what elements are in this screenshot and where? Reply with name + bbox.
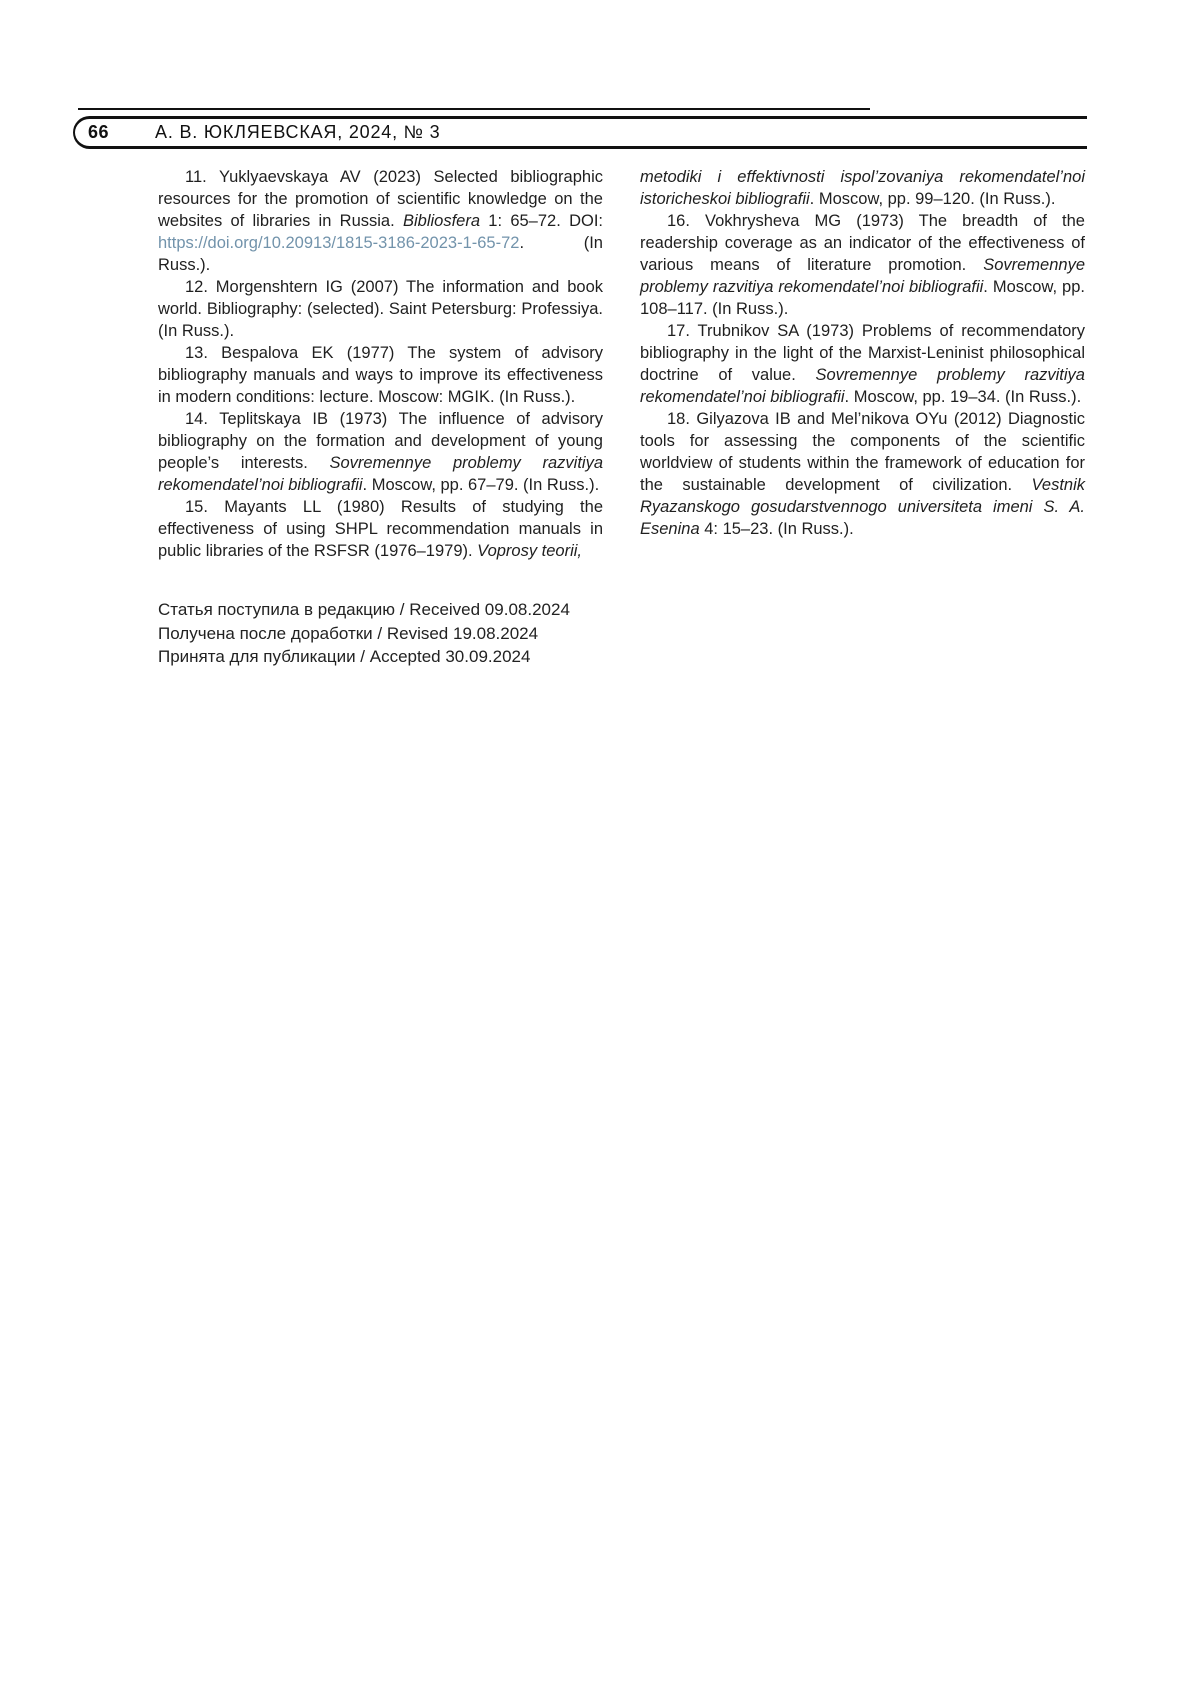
running-head: А. В. ЮКЛЯЕВСКАЯ, 2024, № 3 — [155, 122, 441, 142]
reference-text: 13. Bespalova EK (1977) The system of advisory bibliography manuals and ways to improve its effectiveness in modern conditions: lecture. Moscow: MGIK. (In Russ.). — [158, 344, 603, 406]
reference-item-15 — [158, 496, 603, 562]
reference-text: 4: 15–23. (In Russ.). — [699, 520, 854, 538]
reference-text: 17. Trubnikov SA (1973) Problems of recommendatory bibliography in the light of the Marxist-Leninist philosophical doctrine of value. — [640, 322, 1085, 384]
page-number: 66 — [88, 122, 110, 142]
reference-italic-text: metodiki i effektivnosti ispol’zovaniya rekomendatel’noi istoricheskoi bibliografii — [640, 168, 1085, 208]
reference-text: 12. Morgenshtern IG (2007) The information and book world. Bibliography: (selected). Saint Petersburg: Professiya. (In Russ.). — [158, 278, 603, 340]
article-dates — [158, 598, 603, 669]
reference-text: . (In Russ.). — [158, 234, 603, 274]
reference-text: . Moscow, pp. 19–34. (In Russ.). — [844, 388, 1082, 406]
reference-item-11 — [158, 166, 603, 276]
reference-italic-text: Sovremennye problemy razvitiya rekomendatel’noi bibliografii — [640, 366, 1085, 406]
reference-italic-text: Vestnik Ryazanskogo gosudarstvennogo universiteta imeni S. A. Esenina — [640, 476, 1085, 538]
page-header — [73, 116, 1087, 149]
revised-line: Получена после доработки / Revised 19.08.2024 — [158, 623, 539, 643]
reference-item-15-continuation — [640, 166, 1085, 210]
reference-text: 11. Yuklyaevskaya AV (2023) Selected bibliographic resources for the promotion of scientific knowledge on the websites of libraries in Russia. — [158, 168, 603, 230]
reference-item-13 — [158, 342, 603, 408]
reference-item-18 — [640, 408, 1085, 540]
reference-text: 16. Vokhrysheva MG (1973) The breadth of the readership coverage as an indicator of the effectiveness of various means of literature promotion. — [640, 212, 1085, 274]
reference-text: . Moscow, pp. 67–79. (In Russ.). — [362, 476, 600, 494]
accepted-line: Принята для публикации / Accepted 30.09.2024 — [158, 647, 531, 666]
header-top-rule — [78, 108, 870, 110]
reference-text: . Moscow, pp. 99–120. (In Russ.). — [809, 190, 1056, 208]
reference-item-14 — [158, 408, 603, 496]
reference-italic-text: Sovremennye problemy razvitiya rekomendatel’noi bibliografii — [640, 256, 1085, 296]
reference-item-17 — [640, 320, 1085, 408]
doi-link[interactable]: https://doi.org/10.20913/1815-3186-2023-1-65-72 — [158, 234, 520, 252]
received-line: Статья поступила в редакцию / Received 09.08.2024 — [158, 600, 570, 619]
reference-text: 14. Teplitskaya IB (1973) The influence of advisory bibliography on the formation and development of young people’s interests. — [158, 410, 603, 472]
reference-item-12 — [158, 276, 603, 342]
reference-italic-text: Voprosy teorii, — [477, 542, 583, 560]
references-column-left — [158, 166, 603, 669]
references-column-right — [640, 166, 1085, 669]
reference-italic-text: Bibliosfera — [402, 212, 481, 230]
reference-text: 1: 65–72. DOI: — [480, 212, 603, 230]
reference-text: . Moscow, pp. 108–117. (In Russ.). — [640, 278, 1085, 318]
reference-italic-text: Sovremennye problemy razvitiya rekomendatel’noi bibliografii — [158, 454, 603, 494]
reference-text: 15. Mayants LL (1980) Results of studying the effectiveness of using SHPL recommendation manuals in public libraries of the RSFSR (1976–1979). — [158, 498, 603, 560]
reference-text: 18. Gilyazova IB and Mel’nikova OYu (2012) Diagnostic tools for assessing the components of the scientific worldview of students within the framework of education for the sustainable development of civilization. — [640, 410, 1085, 494]
references-section — [158, 166, 1085, 669]
reference-item-16 — [640, 210, 1085, 320]
